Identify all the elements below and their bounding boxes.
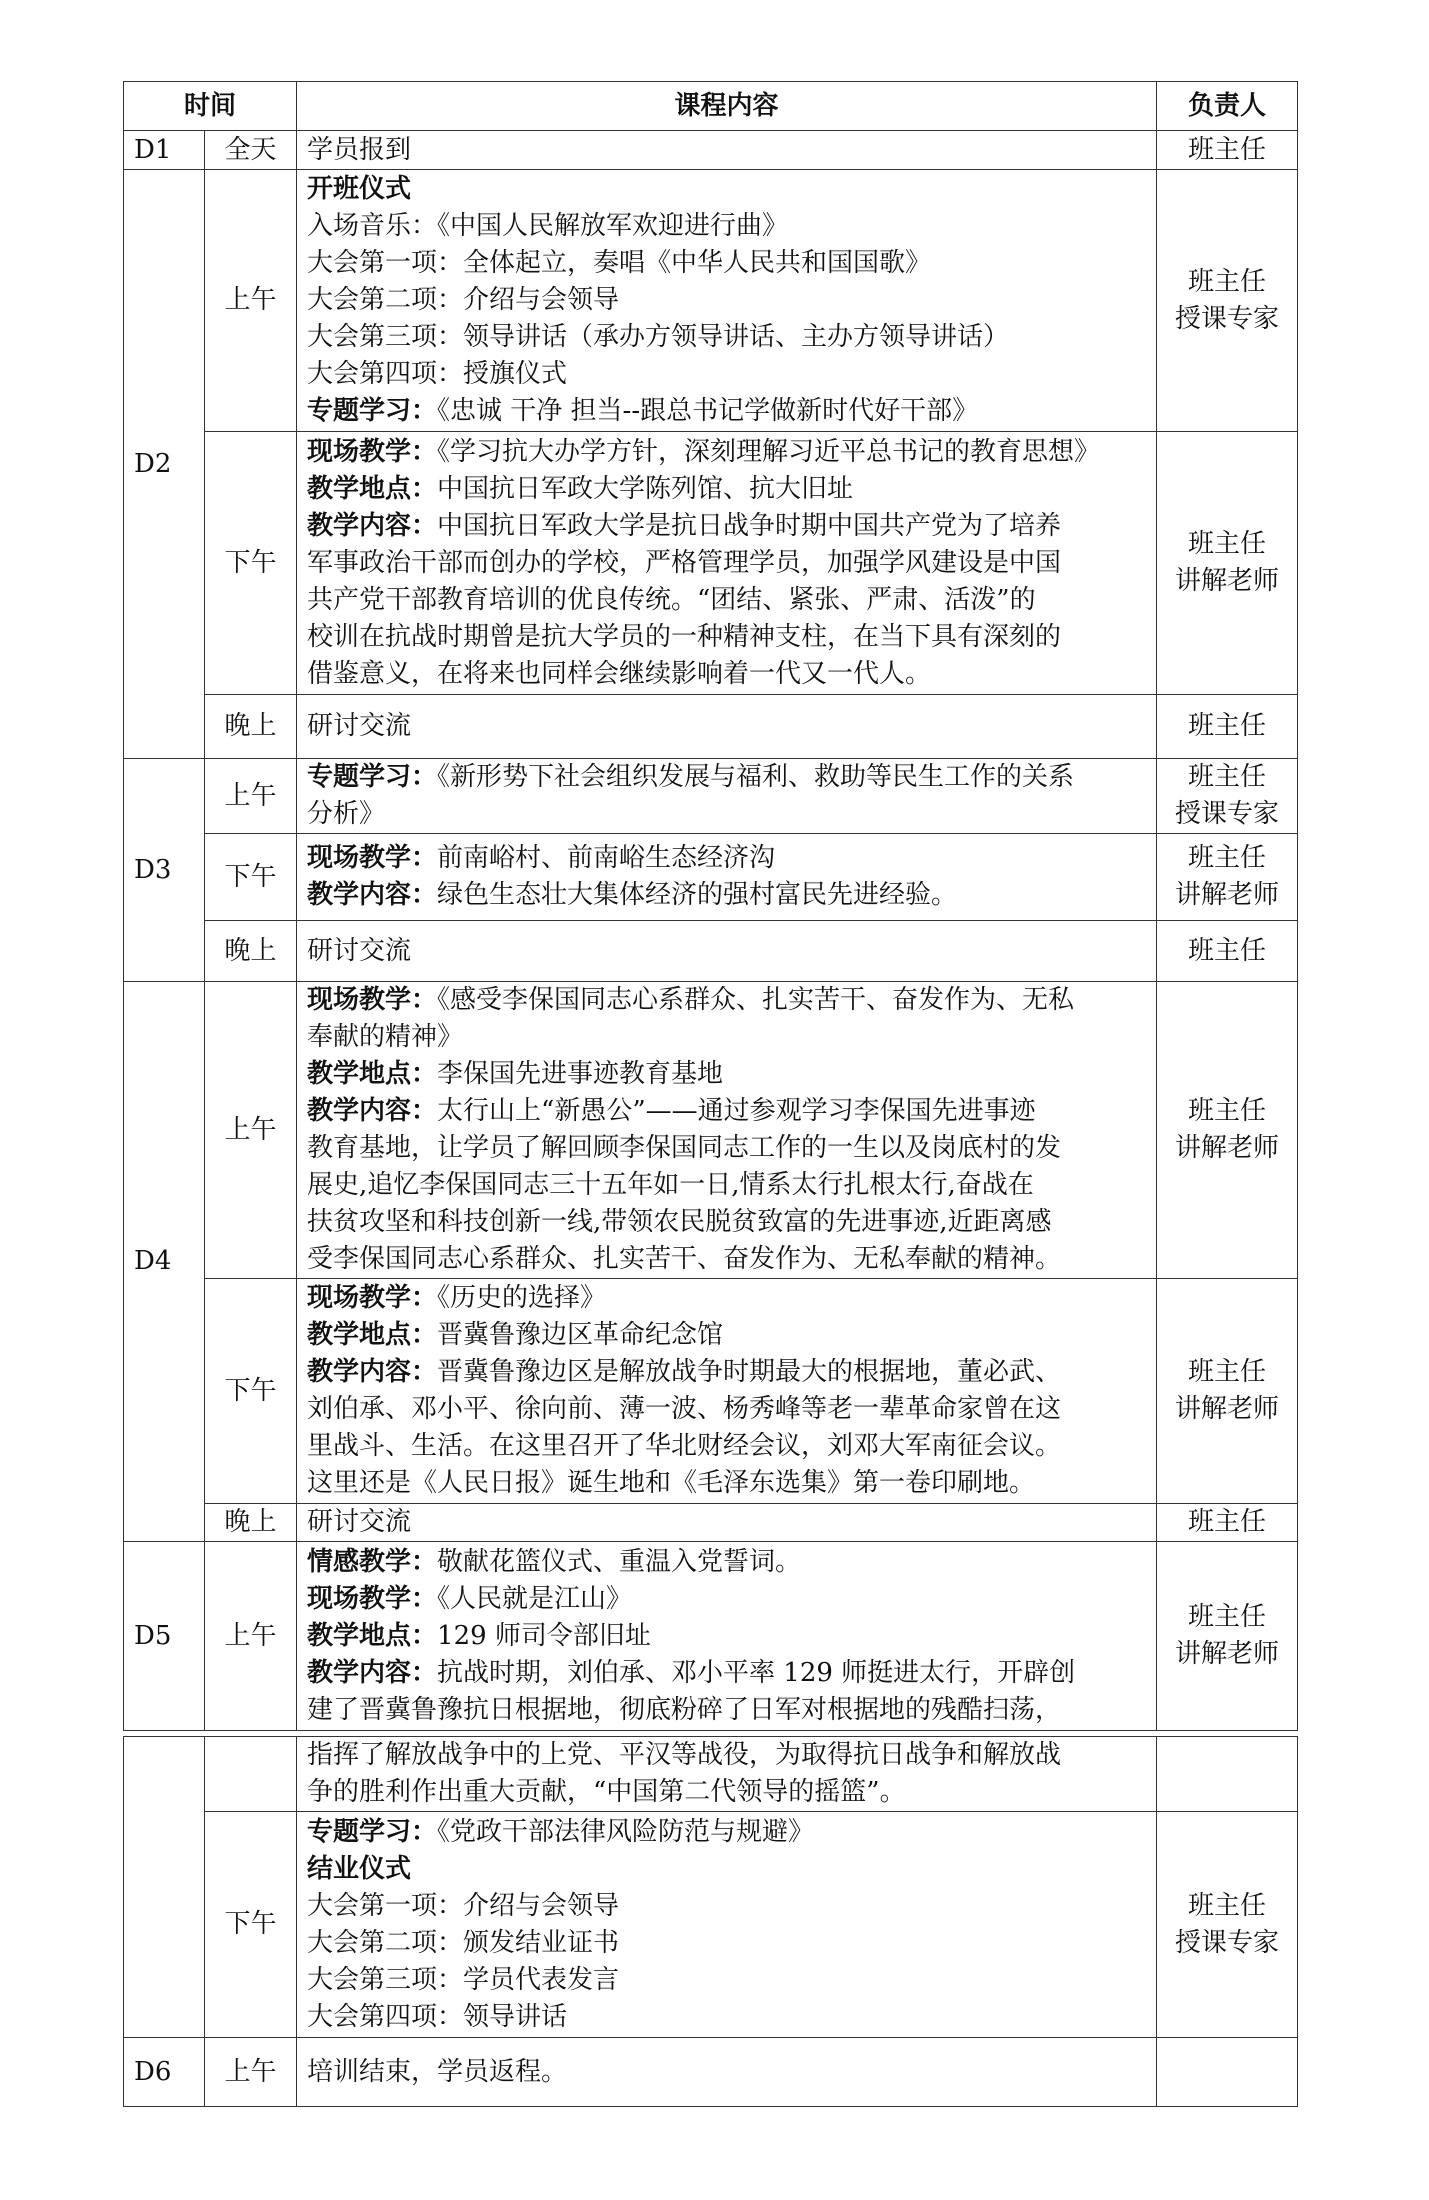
content-text: 受李保国同志心系群众、扎实苦干、奋发作为、无私奉献的精神。 [307, 1244, 1062, 1274]
content-line [307, 1204, 1146, 1241]
content-cell [297, 921, 1157, 982]
content-line [307, 1888, 1146, 1925]
content-text: 《忠诚 干净 担当--跟总书记学做新时代好干部》 [437, 396, 979, 426]
content-text: 建了晋冀鲁豫抗日根据地，彻底粉碎了日军对根据地的残酷扫荡， [307, 1694, 1062, 1725]
period-cell: 晚上 [205, 921, 297, 982]
header-row [124, 82, 1298, 131]
content-line [307, 545, 1146, 582]
period-cell: 下午 [205, 432, 297, 695]
content-text: 分析》 [307, 799, 386, 829]
content-text: 军事政治干部而创办的学校，严格管理学员，加强学风建设是中国 [307, 547, 1062, 578]
content-label: 现场教学： [307, 1283, 438, 1313]
table-row [124, 834, 1298, 921]
content-text: 培训结束，学员返程。 [307, 2056, 568, 2087]
period-cell: 上午 [205, 1542, 297, 1731]
content-text: 大会第三项：学员代表发言 [307, 1964, 620, 1995]
content-line [307, 1814, 1146, 1851]
content-line [307, 619, 1146, 656]
content-text: 大会第一项：全体起立，奏唱《中华人民共和国国歌》 [307, 248, 932, 278]
header-content: 课程内容 [297, 82, 1157, 131]
schedule-table [123, 81, 1298, 1731]
table-row [124, 2038, 1298, 2107]
content-label: 结业仪式 [307, 1853, 412, 1884]
content-line [307, 759, 1146, 796]
content-line [307, 1317, 1146, 1354]
content-line [307, 208, 1146, 245]
content-text: 《人民就是江山》 [437, 1583, 633, 1614]
content-text: 李保国先进事迹教育基地 [437, 1059, 724, 1089]
content-line [307, 508, 1146, 545]
content-line [307, 132, 1146, 169]
day-cell: D2 [124, 170, 205, 759]
content-line [307, 1130, 1146, 1167]
day-cell: D1 [124, 131, 205, 170]
content-line [307, 356, 1146, 393]
owner-cell [1157, 1542, 1298, 1731]
content-text: 129 师司令部旧址 [437, 1620, 651, 1651]
owner-cell [1157, 2038, 1298, 2107]
content-text: 晋冀鲁豫边区革命纪念馆 [437, 1320, 724, 1350]
day-cell: D5 [124, 1542, 205, 1731]
table-row [124, 982, 1298, 1279]
owner-name: 班主任 [1187, 1507, 1266, 1537]
content-text: 借鉴意义，在将来也同样会继续影响着一代又一代人。 [307, 658, 932, 689]
content-label: 教学地点： [307, 473, 438, 504]
table-row [124, 1542, 1298, 1731]
owner-cell [1157, 1737, 1298, 1812]
content-label: 现场教学： [307, 843, 438, 873]
content-text: 入场音乐：《中国人民解放军欢迎进行曲》 [307, 211, 789, 241]
content-label: 情感教学： [307, 1546, 438, 1577]
period-cell: 晚上 [205, 695, 297, 759]
content-line [307, 171, 1146, 208]
content-line [307, 1019, 1146, 1056]
owner-name: 讲解老师 [1174, 1639, 1279, 1669]
content-label: 教学内容： [307, 1657, 438, 1688]
content-line [307, 471, 1146, 508]
owner-cell [1157, 1812, 1298, 2038]
content-text: 大会第二项：颁发结业证书 [307, 1927, 620, 1958]
table-row [124, 1737, 1298, 1812]
content-text: 《历史的选择》 [437, 1283, 607, 1313]
table-row [124, 170, 1298, 432]
content-text: 《学习抗大办学方针，深刻理解习近平总书记的教育思想》 [437, 436, 1101, 467]
owner-cell [1157, 131, 1298, 170]
header-owner: 负责人 [1157, 82, 1298, 131]
content-text: 大会第二项：介绍与会领导 [307, 285, 620, 315]
period-cell: 上午 [205, 759, 297, 834]
content-text: 奉献的精神》 [307, 1022, 464, 1052]
content-line [307, 1737, 1146, 1774]
owner-name: 班主任 [1187, 134, 1266, 165]
content-line [307, 840, 1146, 877]
content-line [307, 1999, 1146, 2036]
content-cell [297, 432, 1157, 695]
content-line [307, 1692, 1146, 1729]
content-text: 研讨交流 [307, 1507, 412, 1537]
content-cell [297, 1542, 1157, 1731]
content-cell [297, 1737, 1157, 1812]
content-line [307, 1167, 1146, 1204]
content-text: 前南峪村、前南峪生态经济沟 [437, 843, 776, 873]
content-label: 开班仪式 [307, 174, 412, 204]
table-row [124, 1504, 1298, 1542]
content-cell [297, 982, 1157, 1279]
owner-name: 班主任 [1187, 1602, 1266, 1632]
content-line [307, 1391, 1146, 1428]
content-cell [297, 834, 1157, 921]
content-label: 现场教学： [307, 1583, 438, 1614]
content-line [307, 1962, 1146, 1999]
owner-cell [1157, 982, 1298, 1279]
content-text: 学员报到 [307, 134, 412, 165]
content-text: 研讨交流 [307, 711, 412, 741]
owner-name: 讲解老师 [1174, 880, 1279, 910]
content-line [307, 393, 1146, 430]
content-text: 研讨交流 [307, 935, 412, 966]
content-line [307, 933, 1146, 970]
content-line [307, 1354, 1146, 1391]
owner-name: 班主任 [1187, 711, 1266, 741]
owner-name: 班主任 [1187, 935, 1266, 966]
table-row [124, 695, 1298, 759]
content-line [307, 796, 1146, 833]
owner-name: 授课专家 [1174, 799, 1279, 829]
content-text: 绿色生态壮大集体经济的强村富民先进经验。 [437, 880, 958, 910]
content-text: 《感受李保国同志心系群众、扎实苦干、奋发作为、无私 [437, 985, 1075, 1015]
content-line [307, 1544, 1146, 1581]
content-line [307, 282, 1146, 319]
content-text: 《新形势下社会组织发展与福利、救助等民生工作的关系 [437, 762, 1075, 792]
table-row [124, 759, 1298, 834]
content-label: 教学内容： [307, 1357, 438, 1387]
content-label: 教学地点： [307, 1320, 438, 1350]
content-line [307, 1851, 1146, 1888]
content-line [307, 434, 1146, 471]
owner-cell [1157, 432, 1298, 695]
content-label: 专题学习： [307, 396, 438, 426]
content-label: 教学地点： [307, 1620, 438, 1651]
content-line [307, 1504, 1146, 1541]
content-label: 现场教学： [307, 436, 438, 467]
table-row [124, 1279, 1298, 1504]
day-cell: D6 [124, 2038, 205, 2107]
table-row [124, 921, 1298, 982]
content-line [307, 1093, 1146, 1130]
content-line [307, 1925, 1146, 1962]
content-cell [297, 1504, 1157, 1542]
content-line [307, 319, 1146, 356]
content-line [307, 2054, 1146, 2091]
content-label: 专题学习： [307, 762, 438, 792]
content-text: 争的胜利作出重大贡献，“中国第二代领导的摇篮”。 [307, 1777, 906, 1807]
owner-cell [1157, 695, 1298, 759]
content-cell [297, 759, 1157, 834]
content-text: 教育基地，让学员了解回顾李保国同志工作的一生以及岗底村的发 [307, 1133, 1062, 1163]
content-text: 大会第三项：领导讲话（承办方领导讲话、主办方领导讲话） [307, 322, 1010, 352]
content-label: 教学地点： [307, 1059, 438, 1089]
owner-name: 讲解老师 [1174, 566, 1279, 596]
content-line [307, 1655, 1146, 1692]
owner-name: 授课专家 [1174, 303, 1279, 334]
content-text: 晋冀鲁豫边区是解放战争时期最大的根据地，董必武、 [437, 1357, 1062, 1387]
content-line [307, 982, 1146, 1019]
period-cell: 下午 [205, 1279, 297, 1504]
content-text: 指挥了解放战争中的上党、平汉等战役，为取得抗日战争和解放战 [307, 1740, 1062, 1770]
content-text: 太行山上“新愚公”——通过参观学习李保国先进事迹 [437, 1096, 1036, 1126]
content-line [307, 582, 1146, 619]
owner-cell [1157, 921, 1298, 982]
content-text: 中国抗日军政大学陈列馆、抗大旧址 [437, 473, 854, 504]
content-text: 这里还是《人民日报》诞生地和《毛泽东选集》第一卷印刷地。 [307, 1468, 1036, 1498]
period-cell: 全天 [205, 131, 297, 170]
content-line [307, 1581, 1146, 1618]
owner-name: 班主任 [1187, 1357, 1266, 1387]
content-line [307, 656, 1146, 693]
day-cell: D3 [124, 759, 205, 982]
content-text: 展史,追忆李保国同志三十五年如一日,情系太行扎根太行,奋战在 [307, 1170, 1034, 1200]
content-line [307, 1056, 1146, 1093]
owner-name: 讲解老师 [1174, 1133, 1279, 1163]
content-text: 敬献花篮仪式、重温入党誓词。 [437, 1546, 802, 1577]
content-text: 大会第四项：授旗仪式 [307, 359, 568, 389]
content-line [307, 708, 1146, 745]
schedule-table-continued [123, 1736, 1298, 2107]
content-text: 共产党干部教育培训的优良传统。“团结、紧张、严肃、活泼”的 [307, 584, 1036, 615]
content-cell [297, 170, 1157, 432]
owner-cell [1157, 1279, 1298, 1504]
owner-cell [1157, 834, 1298, 921]
owner-cell [1157, 759, 1298, 834]
owner-name: 班主任 [1187, 1096, 1266, 1126]
owner-name: 班主任 [1187, 762, 1266, 792]
content-line [307, 245, 1146, 282]
content-cell [297, 1279, 1157, 1504]
content-label: 教学内容： [307, 510, 438, 541]
content-line [307, 1465, 1146, 1502]
content-text: 刘伯承、邓小平、徐向前、薄一波、杨秀峰等老一辈革命家曾在这 [307, 1394, 1062, 1424]
content-label: 现场教学： [307, 985, 438, 1015]
period-cell [205, 1737, 297, 1812]
owner-name: 班主任 [1187, 266, 1266, 297]
owner-cell [1157, 170, 1298, 432]
table-row [124, 1812, 1298, 2038]
period-cell: 上午 [205, 2038, 297, 2107]
content-text: 大会第四项：领导讲话 [307, 2001, 568, 2032]
owner-name: 讲解老师 [1174, 1394, 1279, 1424]
content-label: 教学内容： [307, 880, 438, 910]
content-line [307, 877, 1146, 914]
content-text: 抗战时期，刘伯承、邓小平率 129 师挺进太行，开辟创 [437, 1657, 1076, 1688]
table-row [124, 131, 1298, 170]
content-text: 中国抗日军政大学是抗日战争时期中国共产党为了培养 [437, 510, 1062, 541]
owner-name: 班主任 [1187, 843, 1266, 873]
day-cell [124, 1737, 205, 2038]
table-row [124, 432, 1298, 695]
content-line [307, 1280, 1146, 1317]
period-cell: 下午 [205, 1812, 297, 2038]
period-cell: 上午 [205, 982, 297, 1279]
content-cell [297, 695, 1157, 759]
content-line [307, 1428, 1146, 1465]
day-cell: D4 [124, 982, 205, 1542]
content-cell [297, 131, 1157, 170]
content-line [307, 1774, 1146, 1811]
period-cell: 上午 [205, 170, 297, 432]
content-text: 大会第一项：介绍与会领导 [307, 1890, 620, 1921]
period-cell: 下午 [205, 834, 297, 921]
owner-cell [1157, 1504, 1298, 1542]
content-cell [297, 1812, 1157, 2038]
content-text: 校训在抗战时期曾是抗大学员的一种精神支柱，在当下具有深刻的 [307, 621, 1062, 652]
content-line [307, 1618, 1146, 1655]
content-label: 专题学习： [307, 1816, 438, 1847]
content-label: 教学内容： [307, 1096, 438, 1126]
owner-name: 班主任 [1187, 1890, 1266, 1921]
content-text: 《党政干部法律风险防范与规避》 [437, 1816, 815, 1847]
owner-name: 授课专家 [1174, 1927, 1279, 1958]
owner-name: 班主任 [1187, 529, 1266, 559]
content-line [307, 1241, 1146, 1278]
period-cell: 晚上 [205, 1504, 297, 1542]
header-time: 时间 [124, 82, 297, 131]
content-text: 扶贫攻坚和科技创新一线,带领农民脱贫致富的先进事迹,近距离感 [307, 1207, 1052, 1237]
content-text: 里战斗、生活。在这里召开了华北财经会议，刘邓大军南征会议。 [307, 1431, 1062, 1461]
content-cell [297, 2038, 1157, 2107]
